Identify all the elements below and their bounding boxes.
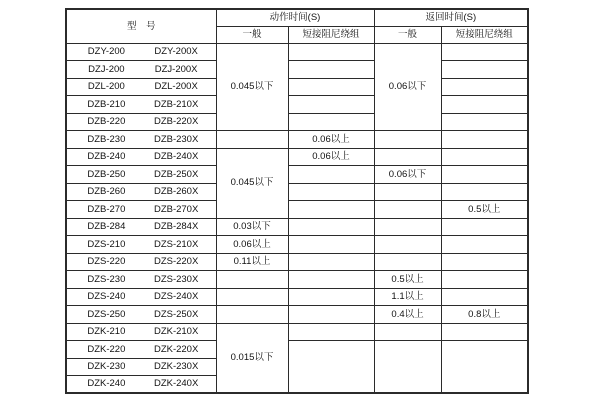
table-row [66, 61, 528, 79]
model-cell [66, 306, 216, 324]
action-damped-value-cell [288, 236, 374, 254]
return-damped-value-cell [441, 323, 528, 341]
table-row [66, 341, 528, 359]
action-damped-value-cell [288, 341, 374, 394]
action-damped-value-cell [288, 183, 374, 201]
model-cell [66, 358, 216, 376]
model-name-x-variant: DZB-220X [153, 116, 199, 127]
model-name-x-variant: DZS-220X [153, 256, 199, 267]
table-row [66, 201, 528, 219]
header-action-general: 一般 [216, 26, 288, 43]
action-damped-value-cell [288, 323, 374, 341]
table-body [66, 43, 528, 393]
model-cell [66, 183, 216, 201]
return-general-value-cell: 0.4以上 [374, 306, 441, 324]
model-name: DZY-200 [87, 46, 125, 57]
return-general-value-cell [374, 218, 441, 236]
model-name: DZK-240 [87, 378, 126, 390]
model-name-x-variant: DZB-260X [153, 186, 199, 197]
action-general-value-cell: 0.06以上 [216, 236, 288, 254]
model-name-x-variant: DZJ-200X [154, 63, 198, 75]
action-general-value-cell: 0.03以下 [216, 218, 288, 236]
model-cell [66, 43, 216, 61]
model-name: DZB-240 [87, 151, 126, 162]
model-name-x-variant: DZB-210X [153, 98, 199, 110]
model-name: DZS-220 [87, 256, 126, 267]
model-name: DZK-210 [87, 326, 126, 337]
model-name: DZS-250 [87, 308, 126, 320]
model-name-x-variant: DZB-250X [153, 168, 199, 180]
model-cell [66, 166, 216, 184]
model-name-x-variant: DZB-240X [153, 151, 199, 162]
return-damped-value-cell [441, 78, 528, 96]
action-damped-value-cell [288, 78, 374, 96]
model-name: DZB-220 [87, 116, 126, 127]
model-name: DZB-270 [87, 203, 126, 215]
return-damped-value-cell [441, 218, 528, 236]
action-general-value-cell [216, 306, 288, 324]
model-name-x-variant: DZK-230X [153, 361, 199, 372]
model-cell [66, 201, 216, 219]
return-general-value-cell [374, 183, 441, 201]
action-general-value-cell: 0.11以上 [216, 253, 288, 271]
action-general-value-cell: 0.045以下 [216, 148, 288, 218]
model-name-x-variant: DZK-220X [153, 343, 199, 355]
model-name: DZB-284 [87, 221, 126, 232]
action-damped-value-cell: 0.06以上 [288, 131, 374, 149]
action-general-value-cell [216, 131, 288, 149]
model-name-x-variant: DZB-284X [153, 221, 199, 232]
return-damped-value-cell [441, 131, 528, 149]
action-damped-value-cell [288, 306, 374, 324]
action-damped-value-cell [288, 253, 374, 271]
return-general-value-cell: 0.06以下 [374, 166, 441, 184]
table-row [66, 323, 528, 341]
model-cell [66, 131, 216, 149]
action-damped-value-cell [288, 61, 374, 79]
model-name: DZS-210 [87, 238, 126, 250]
return-general-value-cell [374, 323, 441, 341]
model-name-x-variant: DZS-250X [153, 308, 199, 320]
model-name: DZL-200 [87, 81, 125, 92]
table-row [66, 236, 528, 254]
return-damped-value-cell: 0.5以上 [441, 201, 528, 219]
return-damped-value-cell [441, 96, 528, 114]
return-damped-value-cell [441, 253, 528, 271]
header-model-number: 型 号 [66, 9, 216, 43]
return-damped-value-cell [441, 113, 528, 131]
action-damped-value-cell [288, 201, 374, 219]
header-return-damped-winding: 短接阻尼绕组 [441, 26, 528, 43]
model-name-x-variant: DZS-230X [153, 273, 199, 285]
return-damped-value-cell [441, 271, 528, 289]
relay-timing-spec-table [65, 8, 529, 394]
return-damped-value-cell [441, 166, 528, 184]
return-damped-value-cell [441, 61, 528, 79]
action-damped-value-cell [288, 43, 374, 61]
return-general-value-cell: 0.5以上 [374, 271, 441, 289]
table-row [66, 306, 528, 324]
model-name-x-variant: DZY-200X [154, 46, 198, 57]
action-damped-value-cell [288, 113, 374, 131]
action-damped-value-cell: 0.06以上 [288, 148, 374, 166]
model-name: DZB-250 [87, 168, 126, 180]
model-cell [66, 96, 216, 114]
return-general-value-cell [374, 201, 441, 219]
model-cell [66, 236, 216, 254]
table-row [66, 113, 528, 131]
header-action-damped-winding: 短接阻尼绕组 [288, 26, 374, 43]
return-damped-value-cell [441, 236, 528, 254]
return-general-value-cell: 0.06以下 [374, 43, 441, 131]
return-general-value-cell [374, 131, 441, 149]
return-damped-value-cell [441, 341, 528, 394]
return-damped-value-cell [441, 288, 528, 306]
model-cell [66, 61, 216, 79]
model-name: DZJ-200 [88, 63, 125, 75]
model-cell [66, 271, 216, 289]
return-general-value-cell [374, 253, 441, 271]
model-cell [66, 148, 216, 166]
model-cell [66, 113, 216, 131]
model-name: DZK-220 [87, 343, 126, 355]
table-row [66, 148, 528, 166]
header-row-groups [66, 9, 528, 26]
header-return-time: 返回时间(S) [374, 9, 528, 26]
table-row [66, 288, 528, 306]
action-general-value-cell: 0.045以下 [216, 43, 288, 131]
table-row [66, 183, 528, 201]
model-cell [66, 323, 216, 341]
return-general-value-cell: 1.1以上 [374, 288, 441, 306]
model-cell [66, 341, 216, 359]
header-action-time: 动作时间(S) [216, 9, 374, 26]
return-damped-value-cell [441, 43, 528, 61]
return-damped-value-cell [441, 183, 528, 201]
table-row [66, 218, 528, 236]
action-general-value-cell [216, 271, 288, 289]
model-name: DZS-240 [87, 291, 126, 302]
model-name: DZK-230 [87, 361, 126, 372]
return-general-value-cell [374, 148, 441, 166]
table-header [66, 9, 528, 43]
table-row [66, 78, 528, 96]
table-row [66, 253, 528, 271]
model-name-x-variant: DZS-240X [153, 291, 199, 302]
model-name: DZS-230 [87, 273, 126, 285]
model-name: DZB-230 [87, 133, 126, 145]
model-name-x-variant: DZK-240X [153, 378, 199, 390]
model-name-x-variant: DZB-270X [153, 203, 199, 215]
action-damped-value-cell [288, 218, 374, 236]
action-damped-value-cell [288, 288, 374, 306]
model-name-x-variant: DZL-200X [154, 81, 198, 92]
model-cell [66, 288, 216, 306]
table-row [66, 43, 528, 61]
model-name-x-variant: DZS-210X [153, 238, 199, 250]
return-general-value-cell [374, 236, 441, 254]
model-cell [66, 253, 216, 271]
table-row [66, 96, 528, 114]
model-name-x-variant: DZB-230X [153, 133, 199, 145]
return-general-value-cell [374, 341, 441, 394]
model-cell [66, 376, 216, 394]
model-cell [66, 218, 216, 236]
model-name-x-variant: DZK-210X [153, 326, 199, 337]
header-return-general: 一般 [374, 26, 441, 43]
action-damped-value-cell [288, 96, 374, 114]
model-name: DZB-260 [87, 186, 126, 197]
action-general-value-cell [216, 288, 288, 306]
model-cell [66, 78, 216, 96]
table-row [66, 131, 528, 149]
action-damped-value-cell [288, 271, 374, 289]
action-general-value-cell: 0.015以下 [216, 323, 288, 393]
table-row [66, 166, 528, 184]
table-row [66, 271, 528, 289]
return-damped-value-cell [441, 148, 528, 166]
action-damped-value-cell [288, 166, 374, 184]
model-name: DZB-210 [87, 98, 126, 110]
return-damped-value-cell: 0.8以上 [441, 306, 528, 324]
